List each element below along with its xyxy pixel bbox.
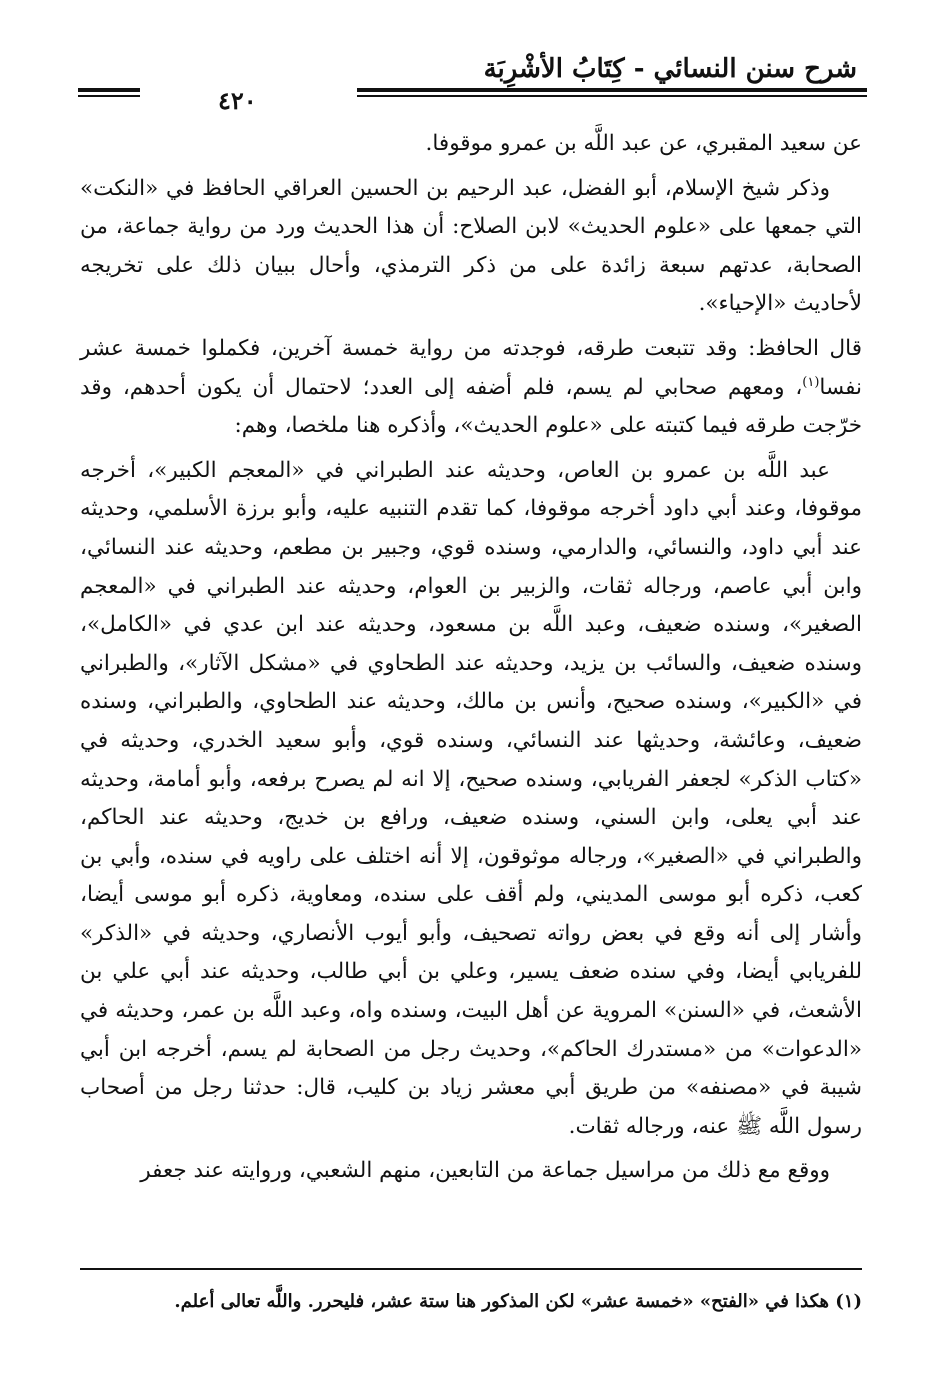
paragraph-4: عبد اللَّه بن عمرو بن العاص، وحديثه عند الطبراني في «المعجم الكبير»، أخرجه موقوفا، وعند أبي داود أخرجه موقوفا، كما تقدم التنبيه عليه، وأبو برزة الأسلمي، وحديثه عند أبي داود، والنسائي، والدارمي، وسنده قوي، وجبير بن مطعم، وحديثه عند النسائي، وابن أبي عاصم، ورجاله ثقات، والزبير بن العوام، وحديثه عند الطبراني في «المعجم الصغير»، وسنده ضعيف، وعبد اللَّه بن مسعود، وحديثه عند ابن عدي في «الكامل»، وسنده ضعيف، والسائب بن يزيد، وحديثه عند الطحاوي في «مشكل الآثار»، والطبراني في «الكبير»، وسنده صحيح، وأنس بن مالك، وحديثه عند الطحاوي، والطبراني، وسنده ضعيف، وعائشة، وحديثها عند النسائي، وسنده قوي، وأبو سعيد الخدري، وحديثه في «كتاب الذكر» لجعفر الفريابي، وسنده صحيح، إلا انه لم يصرح برفعه، وأبو أمامة، وحديثه عند أبي يعلى، وابن السني، وسنده ضعيف، ورافع بن خديج، وحديثه عند الحاكم، والطبراني في «الصغير»، ورجاله موثوقون، إلا أنه اختلف على راويه في سنده، وأبي بن كعب، ذكره أبو موسى المديني، ولم أقف على سنده، ومعاوية، ذكره أبو موسى أيضا، وأشار إلى أنه وقع في بعض رواته تصحيف، وأبو أيوب الأنصاري، وحديثه في «الذكر» للفريابي أيضا، وفي سنده ضعف يسير، وعلي بن أبي طالب، وحديثه عند أبي علي بن الأشعث، في «السنن» المروية عن أهل البيت، وسنده واه، وعبد اللَّه بن عمر، وحديثه في «الدعوات» من «مستدرك الحاكم»، وحديث رجل من الصحابة لم يسم، أخرجه ابن أبي شيبة في «مصنفه» من طريق أبي معشر زياد بن كليب، قال: حدثنا رجل من أصحاب رسول اللَّه ﷺ عنه، ورجاله ثقات. [80, 457, 862, 1139]
running-title: شرح سنن النسائي - كِتَابُ الأشْرِبَة [483, 54, 857, 84]
footnote-divider [80, 1268, 862, 1270]
paragraph-3-part-1: قال الحافظ: وقد تتبعت طرقه، فوجدته من رواية خمسة آخرين، فكملوا خمسة عشر نفسا [80, 335, 862, 400]
paragraph-3-part-2: ، ومعهم صحابي لم يسم، فلم أضفه إلى العدد؛ لاحتمال أن يكون أحدهم، وقد خرّجت طرقه فيما كتبته على «علوم الحديث»، وأذكره هنا ملخصا، وهم: [80, 374, 862, 439]
running-header [78, 48, 867, 115]
header-rule-thin [357, 95, 867, 97]
footnote: (١) هكذا في «الفتح» «خمسة عشر» لكن المذكور هنا ستة عشر، فليحرر. واللَّه تعالى أعلم. [174, 1291, 862, 1312]
main-text [80, 125, 862, 1197]
paragraph-1: عن سعيد المقبري، عن عبد اللَّه بن عمرو موقوفا. [425, 131, 862, 156]
page-number: ٤٢٠ [218, 86, 257, 115]
header-rule-thick [357, 88, 867, 92]
paragraph-3 [80, 330, 862, 446]
paragraph-2: وذكر شيخ الإسلام، أبو الفضل، عبد الرحيم بن الحسين العراقي الحافظ في «النكت» التي جمعها على «علوم الحديث» لابن الصلاح: أن هذا الحديث ورد من رواية جماعة، من الصحابة، عدتهم سبعة زائدة على من ذكر الترمذي، وأحال ببيان ذلك على تخريجه لأحاديث «الإحياء». [80, 175, 862, 317]
header-rule-left-thin [78, 95, 140, 97]
paragraph-5: ووقع مع ذلك من مراسيل جماعة من التابعين، منهم الشعبي، وروايته عند جعفر [140, 1158, 830, 1184]
header-rule-left-thick [78, 88, 140, 92]
footnote-reference[interactable]: (١) [802, 374, 820, 390]
